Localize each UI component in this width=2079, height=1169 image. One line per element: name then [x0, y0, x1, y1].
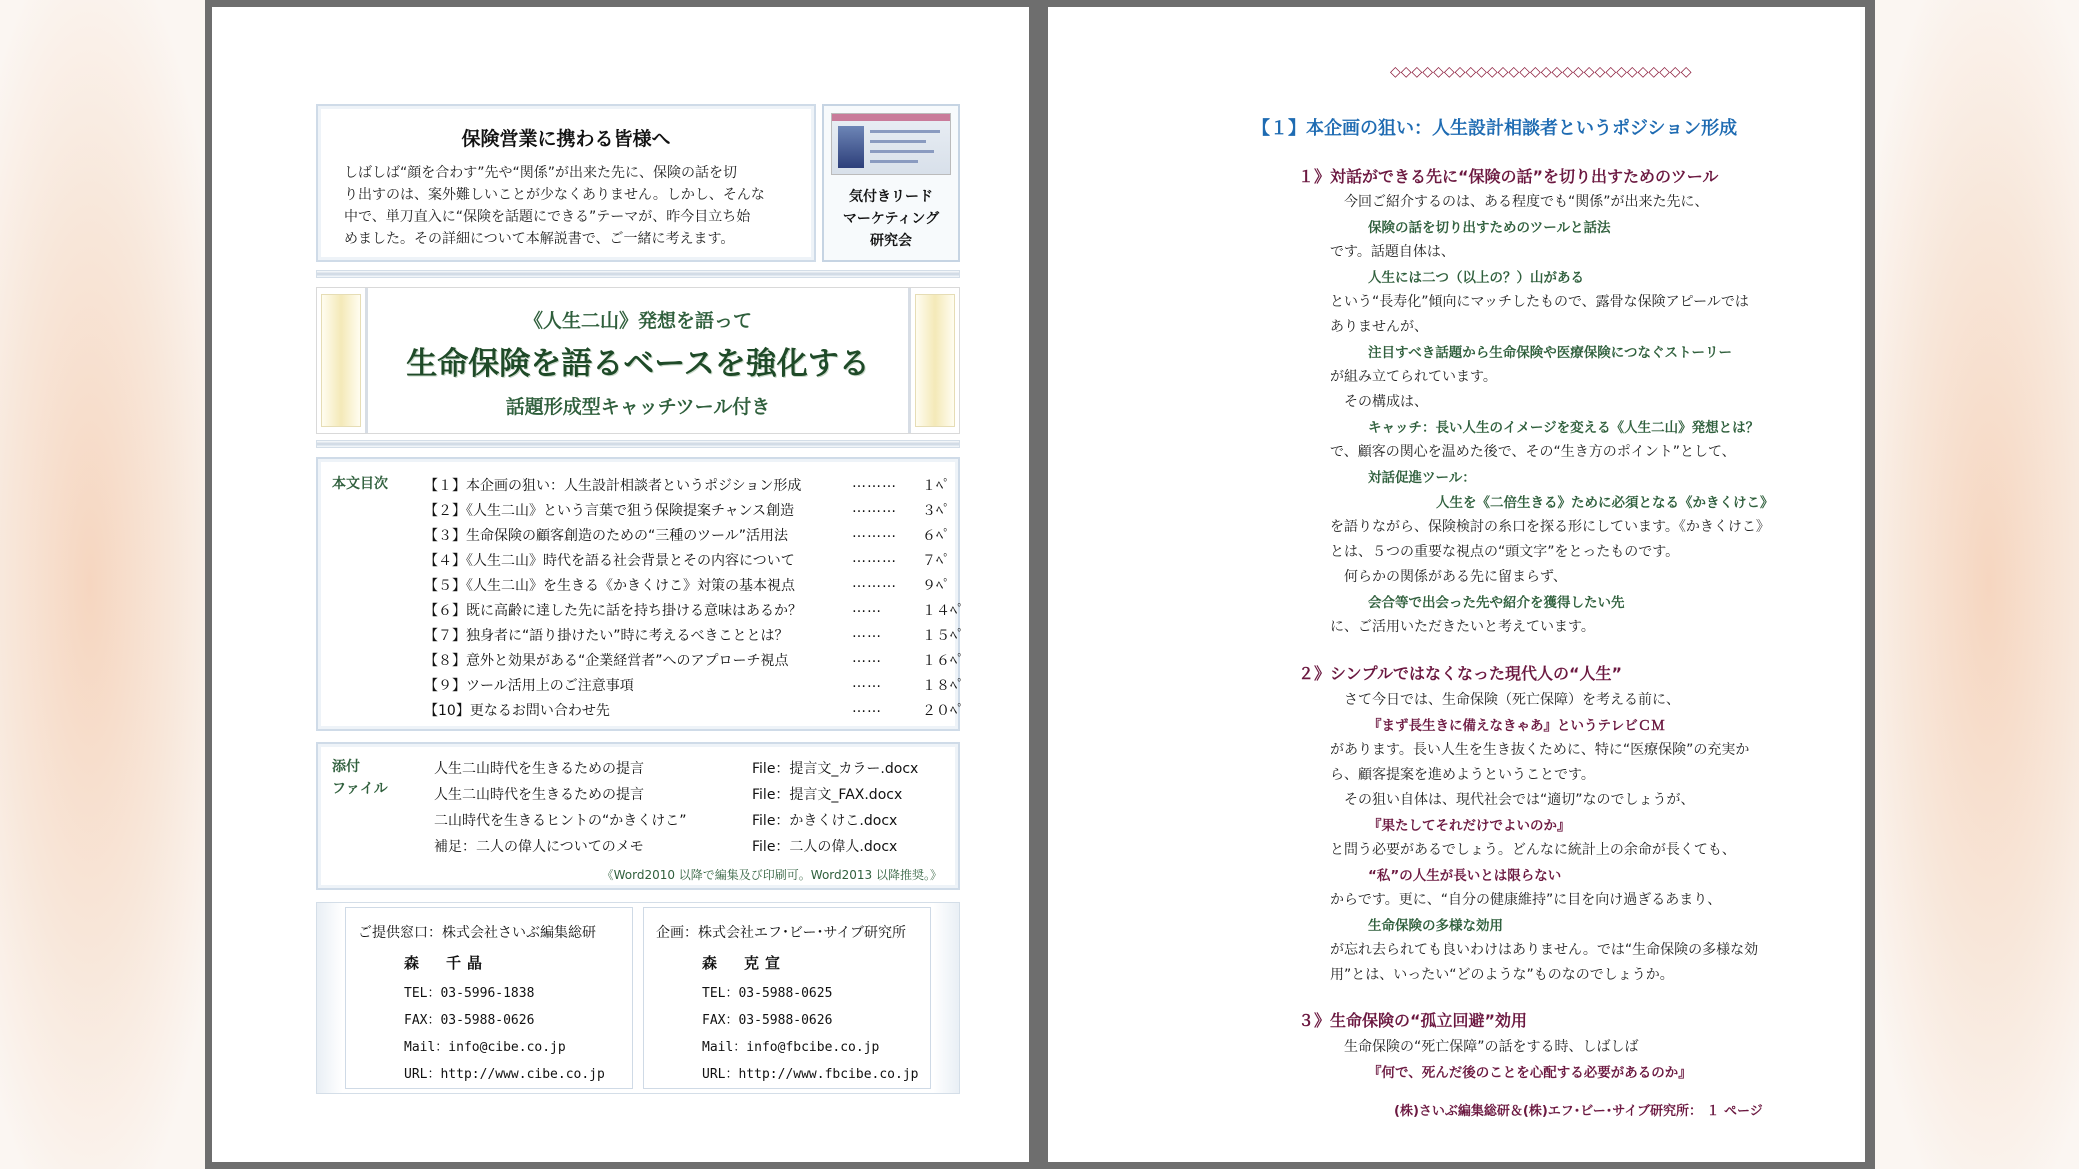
body-line: その狙い自体は、現代社会では“適切”なのでしょうが、: [1344, 792, 1695, 808]
body-line: という“長寿化”傾向にマッチしたもので、露骨な保険アピールでは: [1330, 294, 1749, 310]
subsection-heading: ３》生命保険の“孤立回避”効用: [1298, 1011, 1528, 1030]
intro-box: [316, 104, 816, 262]
contact-card: [643, 907, 931, 1089]
body-line: が組み立てられています。: [1330, 369, 1497, 385]
attachments-label: 添付 ファイル: [332, 759, 388, 797]
body-line: と問う必要があるでしょう。どんなに統計上の余命が長くても、: [1330, 842, 1736, 858]
emphasis-line: 『まず長生きに備えなきゃあ』というテレビＣＭ: [1368, 718, 1665, 734]
intro-line: めました。その詳細について本解説書で、ご一緒に考えます。: [344, 231, 735, 247]
body-line: ありませんが、: [1330, 319, 1428, 335]
body-line: 今回ご紹介するのは、ある程度でも“関係”が出来た先に、: [1344, 194, 1709, 210]
contact-card: [345, 907, 633, 1089]
body-line: が忘れ去られても良いわけはありません。では“生命保険の多様な効: [1330, 942, 1759, 958]
body-line: です。話題自体は、: [1330, 244, 1455, 260]
intro-title: 保険営業に携わる皆様へ: [461, 128, 671, 150]
toc-item[interactable]: 【４】《人生二山》時代を語る社会背景とその内容について ……… ７ﾍﾟ: [424, 550, 950, 569]
banner-right-ornament: [915, 294, 955, 427]
toc-item[interactable]: 【３】生命保険の顧客創造のための“三種のツール”活用法 ……… ６ﾍﾟ: [424, 525, 950, 544]
toc-item[interactable]: 【５】《人生二山》を生きる《かきくけこ》対策の基本視点 ……… ９ﾍﾟ: [424, 575, 950, 594]
emphasis-line: 生命保険の多様な効用: [1368, 918, 1503, 934]
emphasis-line: 会合等で出会った先や紹介を獲得したい先: [1368, 595, 1625, 611]
contact-mail[interactable]: Mail：info@cibe.co.jp: [404, 1040, 566, 1055]
attachment-item[interactable]: 人生二山時代を生きるための提言 File：提言文_カラー.docx: [434, 761, 919, 777]
body-line: 何らかの関係がある先に留まらず、: [1344, 569, 1567, 585]
contact-tel: TEL：03-5996-1838: [404, 986, 535, 1001]
body-line: ら、顧客提案を進めようということです。: [1330, 767, 1595, 783]
body-line: とは、５つの重要な視点の“頭文字”をとったものです。: [1330, 544, 1680, 560]
contact-tel: TEL：03-5988-0625: [702, 986, 833, 1001]
toc-item[interactable]: 【２】《人生二山》という言葉で狙う保険提案チャンス創造 ……… ３ﾍﾟ: [424, 500, 950, 519]
emphasis-line: 人生には二つ（以上の？）山がある: [1368, 270, 1584, 286]
emphasis-line: 人生を《二倍生きる》ために必須となる《かきくけこ》: [1436, 495, 1774, 511]
contact-mail[interactable]: Mail：info@fbcibe.co.jp: [702, 1040, 880, 1055]
toc-label: 本文目次: [332, 476, 388, 492]
emphasis-line: 対話促進ツール：: [1368, 470, 1476, 486]
toc-item[interactable]: 【６】既に高齢に達した先に話を持ち掛ける意味はあるか？ …… １４ﾍﾟ: [424, 600, 964, 619]
attachments-box: [316, 742, 960, 890]
table-of-contents: [316, 457, 964, 731]
divider-rule: [316, 440, 960, 448]
body-line: 生命保険の“死亡保障”の話をする時、しばしば: [1344, 1039, 1639, 1055]
emphasis-line: 保険の話を切り出すためのツールと話法: [1368, 220, 1611, 236]
background-glow-right: [1859, 0, 2079, 1169]
emphasis-line: “私”の人生が長いとは限らない: [1368, 868, 1562, 884]
contact-heading: ご提供窓口：株式会社さいぶ編集総研: [358, 925, 596, 941]
contact-url[interactable]: URL：http://www.cibe.co.jp: [404, 1067, 605, 1082]
intro-line: 中で、単刀直入に“保険を話題にできる”テーマが、昨今目立ち始: [344, 209, 751, 225]
body-line: その構成は、: [1344, 394, 1428, 410]
toc-item[interactable]: 【７】独身者に“語り掛けたい”時に考えるべきこととは？ …… １５ﾍﾟ: [424, 625, 964, 644]
emphasis-line: 『果たしてそれだけでよいのか』: [1368, 818, 1571, 834]
toc-item[interactable]: 【８】意外と効果がある“企業経営者”へのアプローチ視点 …… １６ﾍﾟ: [424, 650, 964, 669]
toc-item[interactable]: 【１】本企画の狙い：人生設計相談者というポジション形成 ……… １ﾍﾟ: [424, 475, 950, 494]
attachment-item[interactable]: 人生二山時代を生きるための提言 File：提言文_FAX.docx: [434, 787, 903, 803]
attachment-item[interactable]: 補足：二人の偉人についてのメモ File：二人の偉人.docx: [434, 839, 898, 855]
attachment-item[interactable]: 二山時代を生きるヒントの“かきくけこ” File：かきくけこ.docx: [434, 813, 898, 829]
toc-item[interactable]: 【９】ツール活用上のご注意事項 …… １８ﾍﾟ: [424, 675, 964, 694]
body-line: 用”とは、いったい“どのような”ものなのでしょうか。: [1330, 967, 1674, 983]
banner-subtitle: 《人生二山》発想を語って: [523, 310, 752, 332]
diamond-ornament-row: ◇◇◇◇◇◇◇◇◇◇◇◇◇◇◇◇◇◇◇◇◇◇◇◇◇◇◇◇: [1390, 64, 1692, 80]
body-line: があります。長い人生を生き抜くために、特に“医療保険”の充実か: [1330, 742, 1750, 758]
emphasis-line: 注目すべき話題から生命保険や医療保険につなぐストーリー: [1368, 345, 1732, 361]
contact-fax: FAX：03-5988-0626: [404, 1013, 535, 1028]
body-line: さて今日では、生命保険（死亡保障）を考える前に、: [1344, 692, 1680, 708]
section-title: 【１】本企画の狙い：人生設計相談者というポジション形成: [1252, 118, 1738, 139]
banner-title: 生命保険を語るベースを強化する: [406, 346, 870, 382]
emphasis-line: キャッチ：長い人生のイメージを変える《人生二山》発想とは？: [1368, 420, 1760, 436]
intro-body: [344, 162, 796, 250]
contact-fax: FAX：03-5988-0626: [702, 1013, 833, 1028]
contact-url[interactable]: URL：http://www.fbcibe.co.jp: [702, 1067, 919, 1082]
subsection-heading: １》対話ができる先に“保険の話”を切り出すためのツール: [1298, 167, 1719, 186]
page-footer: (株)さいぶ編集総研＆(株)エフ･ビー･サイブ研究所： １ ページ: [1394, 1104, 1763, 1119]
body-line: からです。更に、“自分の健康維持”に目を向け過ぎるあまり、: [1330, 892, 1722, 908]
body-line: を語りながら、保険検討の糸口を探る形にしています。《かきくけこ》: [1330, 519, 1770, 535]
contact-name: 森 克宣: [702, 954, 787, 972]
divider-rule: [316, 270, 960, 278]
intro-line: しばしば“顔を合わす”先や“関係”が出来た先に、保険の話を切: [344, 165, 738, 181]
website-thumbnail: [831, 113, 951, 175]
background-glow-left: [0, 0, 220, 1169]
body-line: に、ご活用いただきたいと考えています。: [1330, 619, 1595, 635]
emphasis-line: 『何で、死んだ後のことを心配する必要があるのか』: [1368, 1065, 1692, 1081]
subsection-heading: ２》シンプルではなくなった現代人の“人生”: [1298, 664, 1622, 683]
body-line: で、顧客の関心を温めた後で、その“生き方のポイント”として、: [1330, 444, 1736, 460]
city-image: [838, 126, 864, 168]
contacts-panel: [316, 902, 960, 1094]
contact-heading: 企画：株式会社エフ･ビー･サイブ研究所: [656, 925, 907, 941]
publisher-name: 気付きリード マーケティング 研究会: [842, 189, 940, 249]
toc-item[interactable]: 【10】更なるお問い合わせ先 …… ２０ﾍﾟ: [424, 700, 964, 719]
banner-footer: 話題形成型キャッチツール付き: [505, 396, 771, 418]
publisher-tile: [822, 104, 960, 262]
compatibility-note: 《Word2010 以降で編集及び印刷可。Word2013 以降推奨。》: [601, 868, 942, 882]
contact-name: 森 千晶: [404, 954, 489, 972]
intro-line: り出すのは、案外難しいことが少なくありません。しかし、そんな: [344, 187, 765, 203]
title-banner: [316, 287, 960, 434]
banner-left-ornament: [321, 294, 361, 427]
